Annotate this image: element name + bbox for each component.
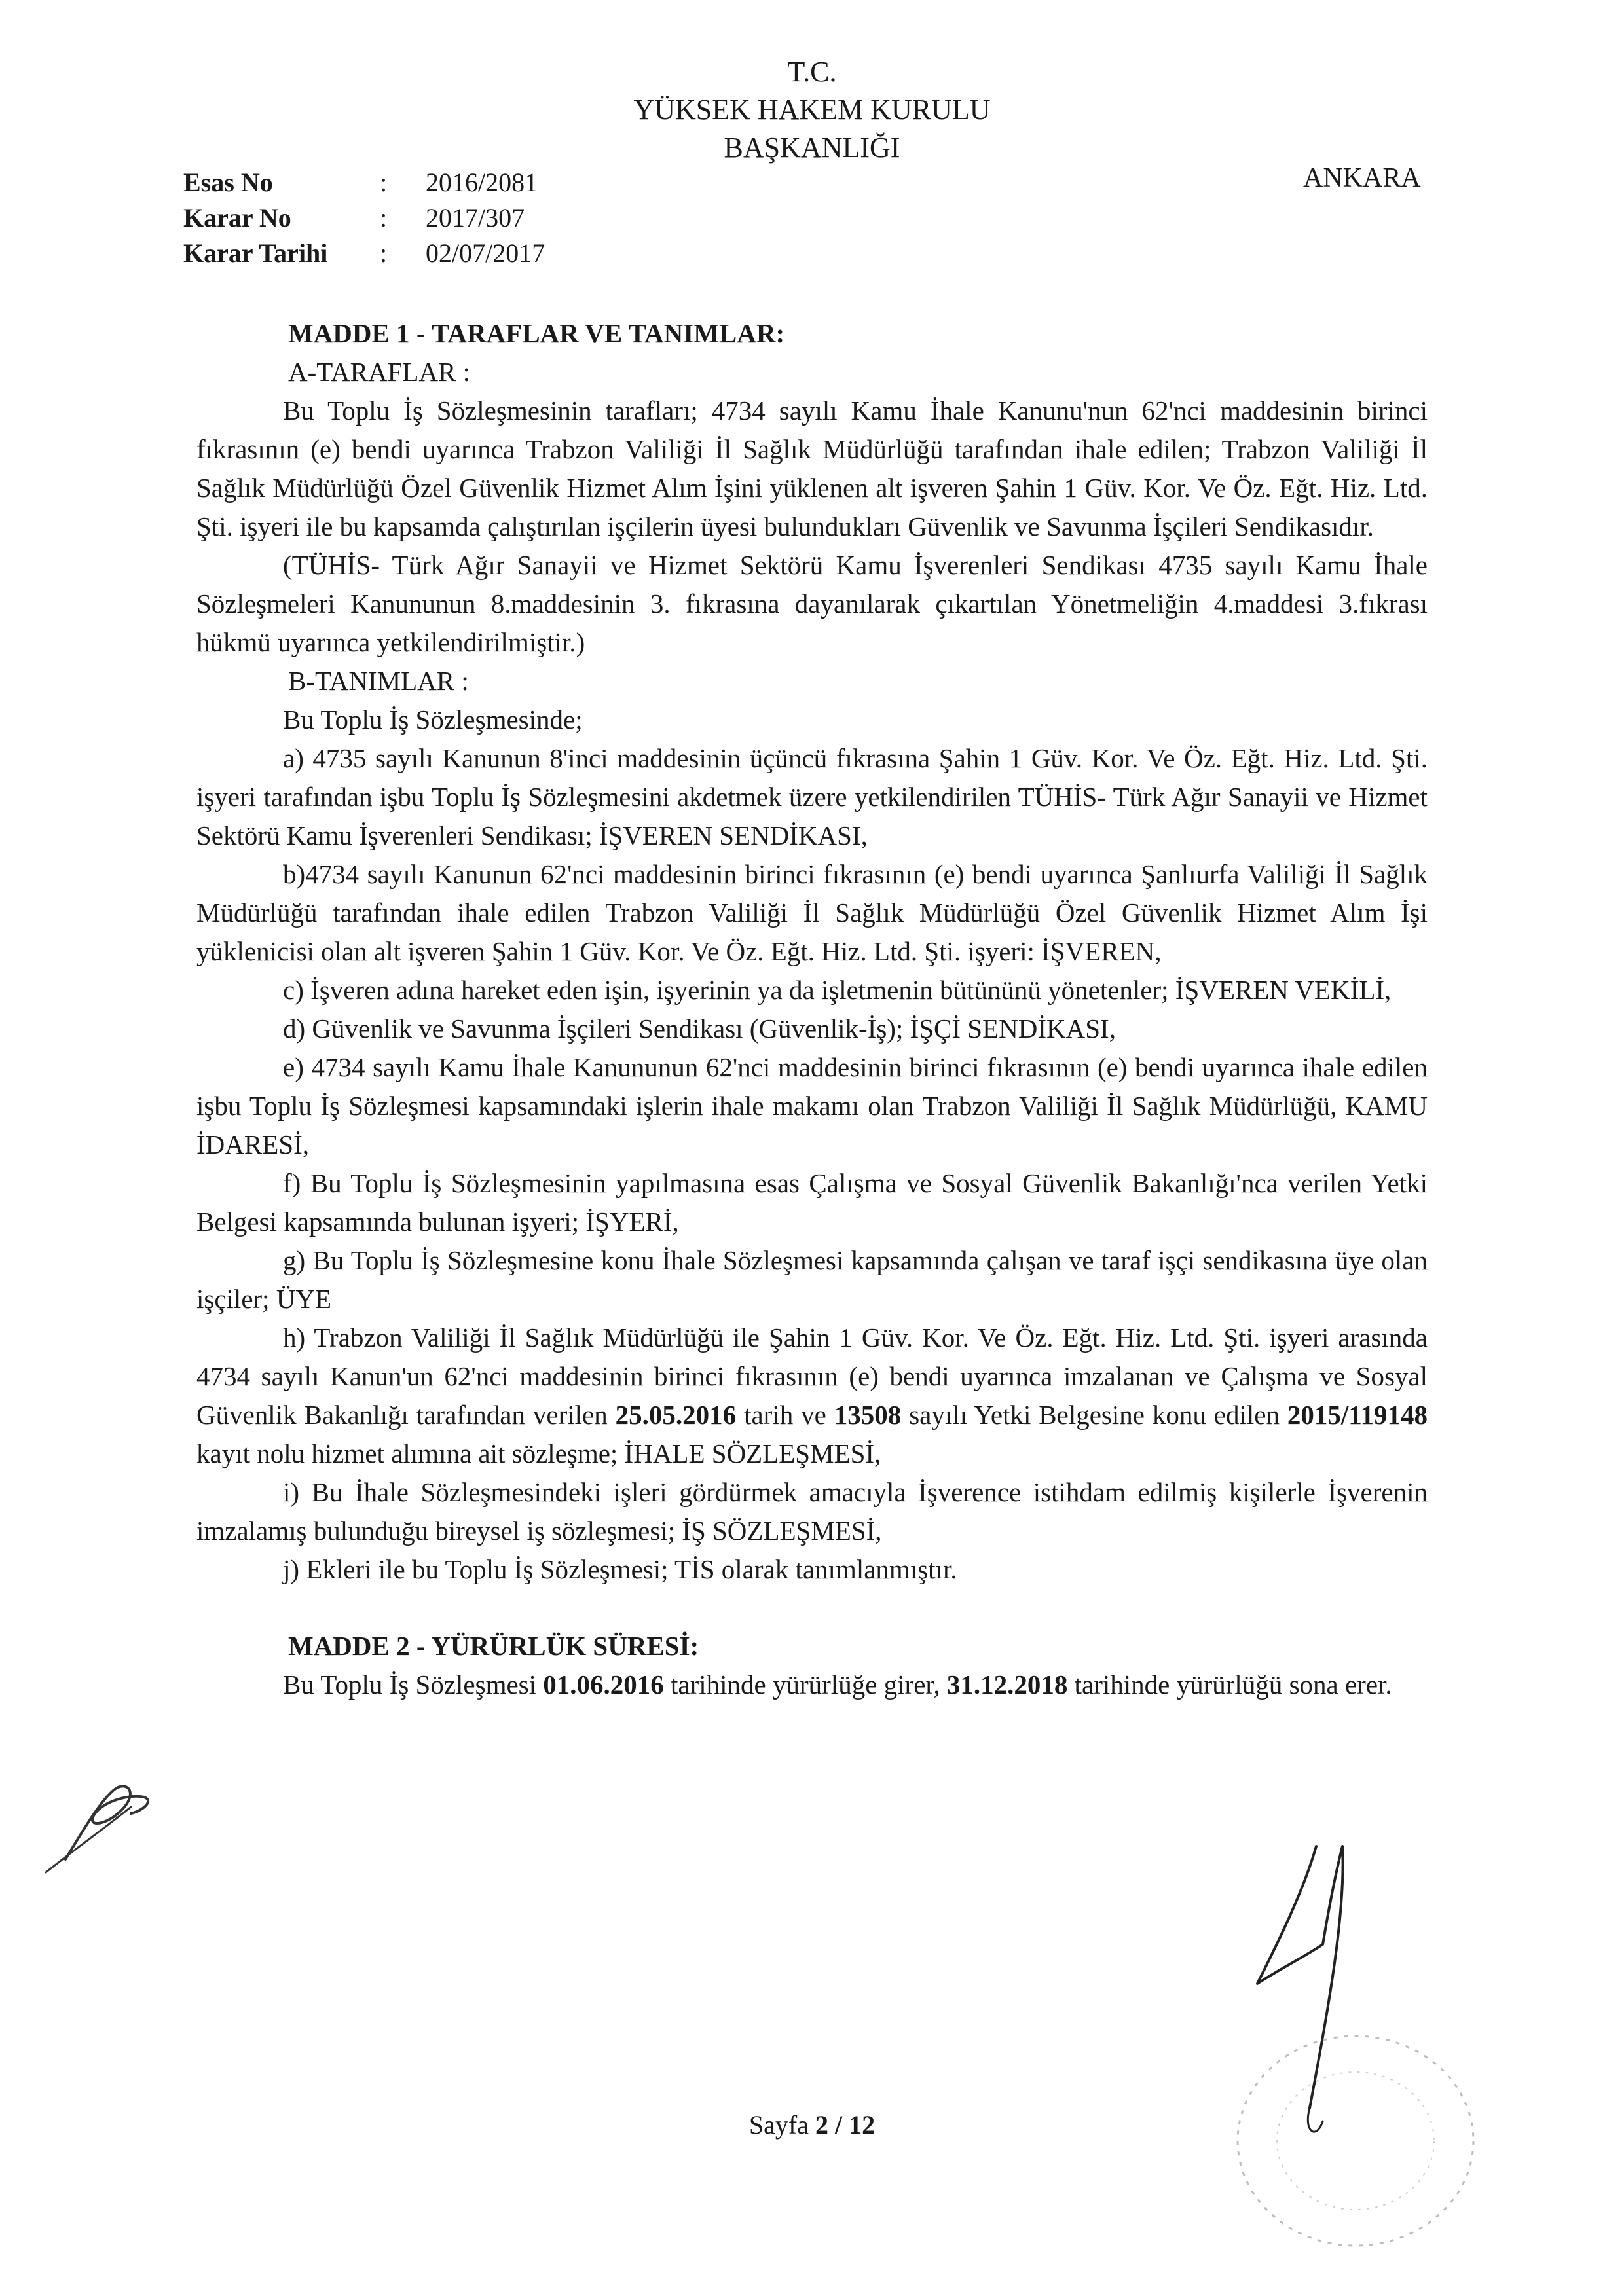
b-tanimlar-title: B-TANIMLAR : (288, 666, 469, 696)
karar-value: 2017/307 (426, 203, 525, 232)
signature (1231, 1833, 1414, 2147)
definition-g: g) Bu Toplu İş Sözleşmesine konu İhale Sözleşmesi kapsamında çalışan ve taraf işçi sendikasına üye olan işçiler; ÜYE (196, 1245, 1428, 1314)
a-taraflar-title: A-TARAFLAR : (288, 357, 471, 387)
definition-j: j) Ekleri ile bu Toplu İş Sözleşmesi; TİS olarak tanımlanmıştır. (283, 1554, 957, 1584)
definition-h-part2: tarih ve (744, 1400, 826, 1430)
madde2-title: MADDE 2 - YÜRÜRLÜK SÜRESİ: (288, 1631, 699, 1661)
meta-esas (183, 165, 538, 200)
karar-sep: : (380, 203, 388, 232)
esas-label: Esas No (183, 168, 273, 197)
madde1-title: MADDE 1 - TARAFLAR VE TANIMLAR: (288, 318, 785, 348)
meta-tarih (183, 236, 545, 271)
definition-a: a) 4735 sayılı Kanunun 8'inci maddesinin üçüncü fıkrasına Şahin 1 Güv. Kor. Ve Öz. Eğt. Hiz. Ltd. Şti. işyeri tarafından işbu Toplu İş Sözleşmesini akdetmek üzere yetkilendirilen TÜHİS- Türk Ağır Sanayii ve Hizmet Sektörü Kamu İşverenleri Sendikası; İŞVEREN SENDİKASI, (196, 743, 1428, 850)
definition-i: i) Bu İhale Sözleşmesindeki işleri gördürmek amacıyla İşverence istihdam edilmiş kişilerle İşverenin imzalamış bulunduğu bireysel iş sözleşmesi; İŞ SÖZLEŞMESİ, (196, 1477, 1428, 1546)
b-intro: Bu Toplu İş Sözleşmesinde; (283, 704, 583, 735)
page-slash: / (834, 2110, 843, 2140)
definition-c: c) İşveren adına hareket eden işin, işyerinin ya da işletmenin bütününü yönetenler; İŞVEREN VEKİLİ, (283, 975, 1392, 1005)
definition-h-part1: h) Trabzon Valiliği İl Sağlık Müdürlüğü ile Şahin 1 Güv. Kor. Ve Öz. Eğt. Hiz. Ltd. Şti. işyeri arasında 4734 sayılı Kanun'un 62'nci maddesinin birinci fıkrasının (e) bendi uyarınca imzalanan ve Çalışma ve Sosyal Güvenlik Bakanlığı tarafından verilen (196, 1322, 1428, 1430)
header-org: YÜKSEK HAKEM KURULU (633, 94, 991, 126)
madde2-part2: tarihinde yürürlüğe girer, (671, 1669, 940, 1700)
page-footer (0, 2109, 1624, 2140)
definition-h-date: 25.05.2016 (615, 1400, 737, 1430)
esas-value: 2016/2081 (426, 168, 538, 197)
madde2-start-date: 01.06.2016 (543, 1669, 664, 1700)
esas-sep: : (380, 168, 388, 197)
header-tc: T.C. (787, 56, 837, 88)
tarih-label: Karar Tarihi (183, 238, 328, 268)
definition-b: b)4734 sayılı Kanunun 62'nci maddesinin birinci fıkrasının (e) bendi uyarınca Şanlıurfa Valiliği İl Sağlık Müdürlüğü tarafından ihale edilen Trabzon Valiliği İl Sağlık Müdürlüğü Özel Güvenlik Hizmet Alım İşi yüklenicisi olan alt işveren Şahin 1 Güv. Kor. Ve Öz. Eğt. Hiz. Ltd. Şti. işyeri: İŞVEREN, (196, 859, 1428, 966)
karar-label: Karar No (183, 203, 291, 232)
handwritten-initials (39, 1768, 170, 1879)
madde2-end-date: 31.12.2018 (946, 1669, 1068, 1700)
definition-h (196, 1319, 1428, 1473)
page-prefix: Sayfa (748, 2110, 809, 2140)
definition-h-part3: sayılı Yetki Belgesine konu edilen (909, 1400, 1280, 1430)
madde2-part3: tarihinde yürürlüğü sona erer. (1074, 1669, 1392, 1700)
definition-h-number: 13508 (834, 1400, 902, 1430)
madde2-paragraph (196, 1666, 1428, 1704)
tarih-sep: : (380, 238, 388, 268)
header-office: BAŞKANLIĞI (724, 132, 900, 164)
tarih-value: 02/07/2017 (426, 238, 545, 268)
document-body (196, 314, 1428, 1704)
meta-karar (183, 200, 525, 236)
definition-h-part4: kayıt nolu hizmet alımına ait sözleşme; İHALE SÖZLEŞMESİ, (196, 1438, 881, 1468)
faint-stamp (1218, 2016, 1493, 2265)
definition-h-registry: 2015/119148 (1287, 1400, 1428, 1430)
a-paragraph-2: (TÜHİS- Türk Ağır Sanayii ve Hizmet Sektörü Kamu İşverenleri Sendikası 4735 sayılı Kamu İhale Sözleşmeleri Kanununun 8.maddesinin 3. fıkrasına dayanılarak çıkartılan Yönetmeliğin 4.maddesi 3.fıkrası hükmü uyarınca yetkilendirilmiştir.) (196, 550, 1428, 657)
definition-d: d) Güvenlik ve Savunma İşçileri Sendikası (Güvenlik-İş); İŞÇİ SENDİKASI, (283, 1013, 1116, 1044)
definition-e: e) 4734 sayılı Kamu İhale Kanununun 62'nci maddesinin birinci fıkrasının (e) bendi uyarınca ihale edilen işbu Toplu İş Sözleşmesi kapsamındaki işlerin ihale makamı olan Trabzon Valiliği İl Sağlık Müdürlüğü, KAMU İDARESİ, (196, 1052, 1428, 1159)
a-paragraph-1: Bu Toplu İş Sözleşmesinin tarafları; 4734 sayılı Kamu İhale Kanunu'nun 62'nci maddesinin birinci fıkrasının (e) bendi uyarınca Trabzon Valiliği İl Sağlık Müdürlüğü tarafından ihale edilen; Trabzon Valiliği İl Sağlık Müdürlüğü Özel Güvenlik Hizmet Alım İşini yüklenen alt işveren Şahin 1 Güv. Kor. Ve Öz. Eğt. Hiz. Ltd. Şti. işyeri ile bu kapsamda çalıştırılan işçilerin üyesi bulundukları Güvenlik ve Savunma İşçileri Sendikasıdır. (196, 395, 1428, 541)
madde2-part1: Bu Toplu İş Sözleşmesi (283, 1669, 537, 1700)
header-city: ANKARA (1303, 163, 1421, 193)
page-current: 2 (815, 2110, 828, 2140)
definition-f: f) Bu Toplu İş Sözleşmesinin yapılmasına esas Çalışma ve Sosyal Güvenlik Bakanlığı'nca verilen Yetki Belgesi kapsamında bulunan işyeri; İŞYERİ, (196, 1168, 1428, 1237)
page-total: 12 (849, 2110, 876, 2140)
